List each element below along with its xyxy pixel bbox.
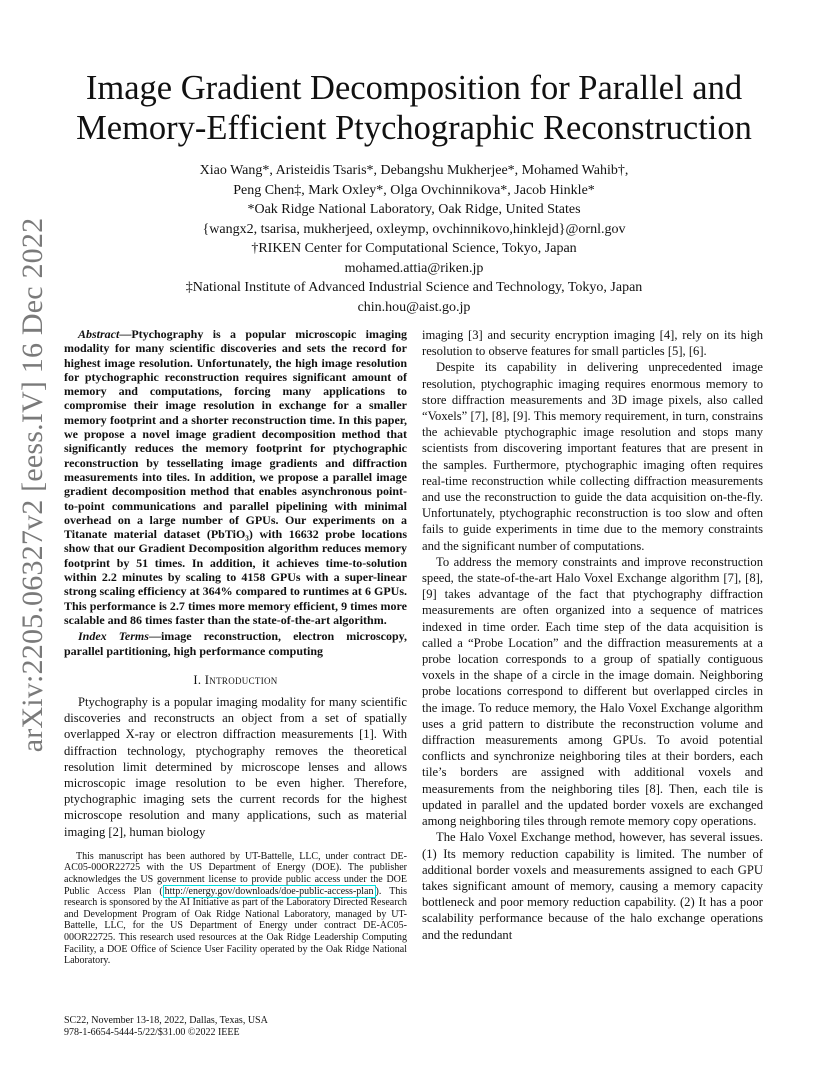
doe-access-plan-link[interactable]: http://energy.gov/downloads/doe-public-access-plan <box>164 885 374 897</box>
index-terms <box>64 629 407 658</box>
left-column <box>64 327 407 977</box>
author-block <box>60 161 768 317</box>
conference-info <box>64 1015 268 1039</box>
copyright-line: 978-1-6654-5444-5/22/$31.00 ©2022 IEEE <box>64 1027 240 1038</box>
intro-paragraph: To address the memory constraints and improve reconstruction speed, the state-of-the-art Halo Voxel Exchange algorithm [7], [8], [9] takes advantage of the fact that ptychography diffraction measurements are often organized into a sequence of matrices indexed in time order. Each time step of the data acquisition is called a “Probe Location” and the diffraction measurements at a probe location corresponds to a group of spatially contiguous voxels in the shape of a circle in the image domain. Neighboring probe locations correspond to different but overlapped circles in the image. To reduce memory, the Halo Voxel Exchange algorithm uses a grid pattern to distribute the reconstruction volume and diffraction measurements among GPUs. To avoid potential conflicts and synchronize neighboring tiles at their borders, each tile’s borders are assigned with additional voxels and measurements from the neighboring tiles [8]. Then, each tile is updated in parallel and the updated border voxels are exchanged among neighboring tiles through remote memory copy operations. <box>422 554 763 829</box>
right-column <box>422 327 763 943</box>
intro-paragraph: Despite its capability in delivering unprecedented image resolution, ptychographic imaging requires enormous memory to store diffraction measurements and 3D image pixels, also called “Voxels” [7], [8], [9]. This memory requirement, in turn, constrains the achievable ptychographic image resolution and stops many scientists from discovering important features that are present in the samples. Furthermore, ptychographic imaging often requires real-time reconstruction while collecting diffraction measurements and use the reconstruction to guide the data acquisition on-the-fly. Unfortunately, ptychographic reconstruction is too slow and often fails to guide experiments in time due to the memory constraints and the significant number of computations. <box>422 360 763 553</box>
footnote-text: This manuscript has been authored by UT-Battelle, LLC, under contract DE-AC05-00OR22725 with the US Department of Energy (DOE). The publisher acknowledges the US government license to provide public access under the DOE Public Access Plan ( <box>64 850 407 897</box>
arxiv-identifier-text: arXiv:2205.06327v2 [eess.IV] 16 Dec 2022 <box>16 217 49 753</box>
conference-line: SC22, November 13-18, 2022, Dallas, Texas, USA <box>64 1015 268 1026</box>
email-ornl: {wangx2, tsarisa, mukherjeed, oxleymp, ovchinnikovo,hinklejd}@ornl.gov <box>202 221 626 237</box>
affiliation-ornl: *Oak Ridge National Laboratory, Oak Ridge, United States <box>247 202 581 217</box>
email-riken: mohamed.attia@riken.jp <box>344 260 484 276</box>
abstract-text: —Ptychography is a popular microscopic imaging modality for many scientific discoveries and sets the record for highest image resolution. Unfortunately, the high image resolution for ptychographic reconstruction requires significant amount of memory and computations, forcing many applications to compromise their image resolution in exchange for a smaller memory footprint and a shorter reconstruction time. In this paper, we propose a novel image gradient decomposition method that significantly reduces the memory footprint for ptychographic reconstruction by tessellating image gradients and diffraction measurements into tiles. In addition, we propose a parallel image gradient decomposition method that enables asynchronous point-to-point communications and parallel pipelining with minimal overhead on a large number of GPUs. Our experiments on a Titanate material dataset (PbTiO₃) with 16632 probe locations show that our Gradient Decomposition algorithm reduces memory footprint by 51 times. In addition, it achieves time-to-solution within 2.2 minutes by scaling to 4158 GPUs with a super-linear strong scaling efficiency at 364% compared to runtimes at 6 GPUs. This performance is 2.7 times more memory efficient, 9 times more scalable and 86 times faster than the state-of-the-art algorithm. <box>64 327 407 627</box>
paper-title-line: Memory-Efficient Ptychographic Reconstruction <box>76 109 752 147</box>
paper-title <box>60 68 768 148</box>
section-number: I. <box>193 672 202 687</box>
intro-paragraph: The Halo Voxel Exchange method, however, has several issues. (1) Its memory reduction capability is limited. The number of additional border voxels and measurements assigned to each GPU takes significant amount of memory, causing a memory capacity bottleneck and poor memory reduction capability. (2) It has a poor scalability performance because of the halo exchange operations and the redundant <box>422 830 763 942</box>
email-aist: chin.hou@aist.go.jp <box>357 299 471 315</box>
section-heading <box>64 672 407 688</box>
footnote <box>64 851 407 967</box>
abstract-label: Abstract <box>78 327 120 341</box>
author-list-line: Peng Chen‡, Mark Oxley*, Olga Ovchinnikova*, Jacob Hinkle* <box>233 182 595 198</box>
index-terms-text: —image reconstruction, electron microscopy, parallel partitioning, high performance computing <box>64 629 407 658</box>
section-title: Introduction <box>204 672 278 687</box>
footnote-text-cont: ). This research is sponsored by the AI Initiative as part of the Laboratory Directed Research and Development Program of Oak Ridge National Laboratory, managed by UT-Battelle, LLC, for the US Department of Energy under contract DE-AC05-00OR22725. This research used resources at the Oak Ridge Leadership Computing Facility, a DOE Office of Science User Facility operated by the Oak Ridge National Laboratory. <box>64 885 407 967</box>
intro-paragraph-cont: imaging [3] and security encryption imaging [4], rely on its high resolution to observe features for small particles [5], [6]. <box>422 328 763 359</box>
affiliation-aist: ‡National Institute of Advanced Industrial Science and Technology, Tokyo, Japan <box>185 280 643 295</box>
author-list-line: Xiao Wang*, Aristeidis Tsaris*, Debangshu Mukherjee*, Mohamed Wahib†, <box>199 163 629 178</box>
arxiv-identifier <box>8 217 58 753</box>
abstract <box>64 327 407 627</box>
paper-title-line: Image Gradient Decomposition for Parallel and <box>85 69 743 107</box>
index-terms-label: Index Terms <box>78 629 149 644</box>
affiliation-riken: †RIKEN Center for Computational Science, Tokyo, Japan <box>251 241 577 256</box>
intro-paragraph: Ptychography is a popular imaging modality for many scientific discoveries and reconstructs an object from a set of spatially overlapped X-ray or electron diffraction measurements [1]. With diffraction technology, ptychography removes the theoretical resolution limit determined by microscope lenses and allows microscopic image resolution to be even higher. Therefore, ptychographic imaging sets the current records for the highest microscope resolution and many applications, such as material imaging [2], human biology <box>64 695 407 839</box>
